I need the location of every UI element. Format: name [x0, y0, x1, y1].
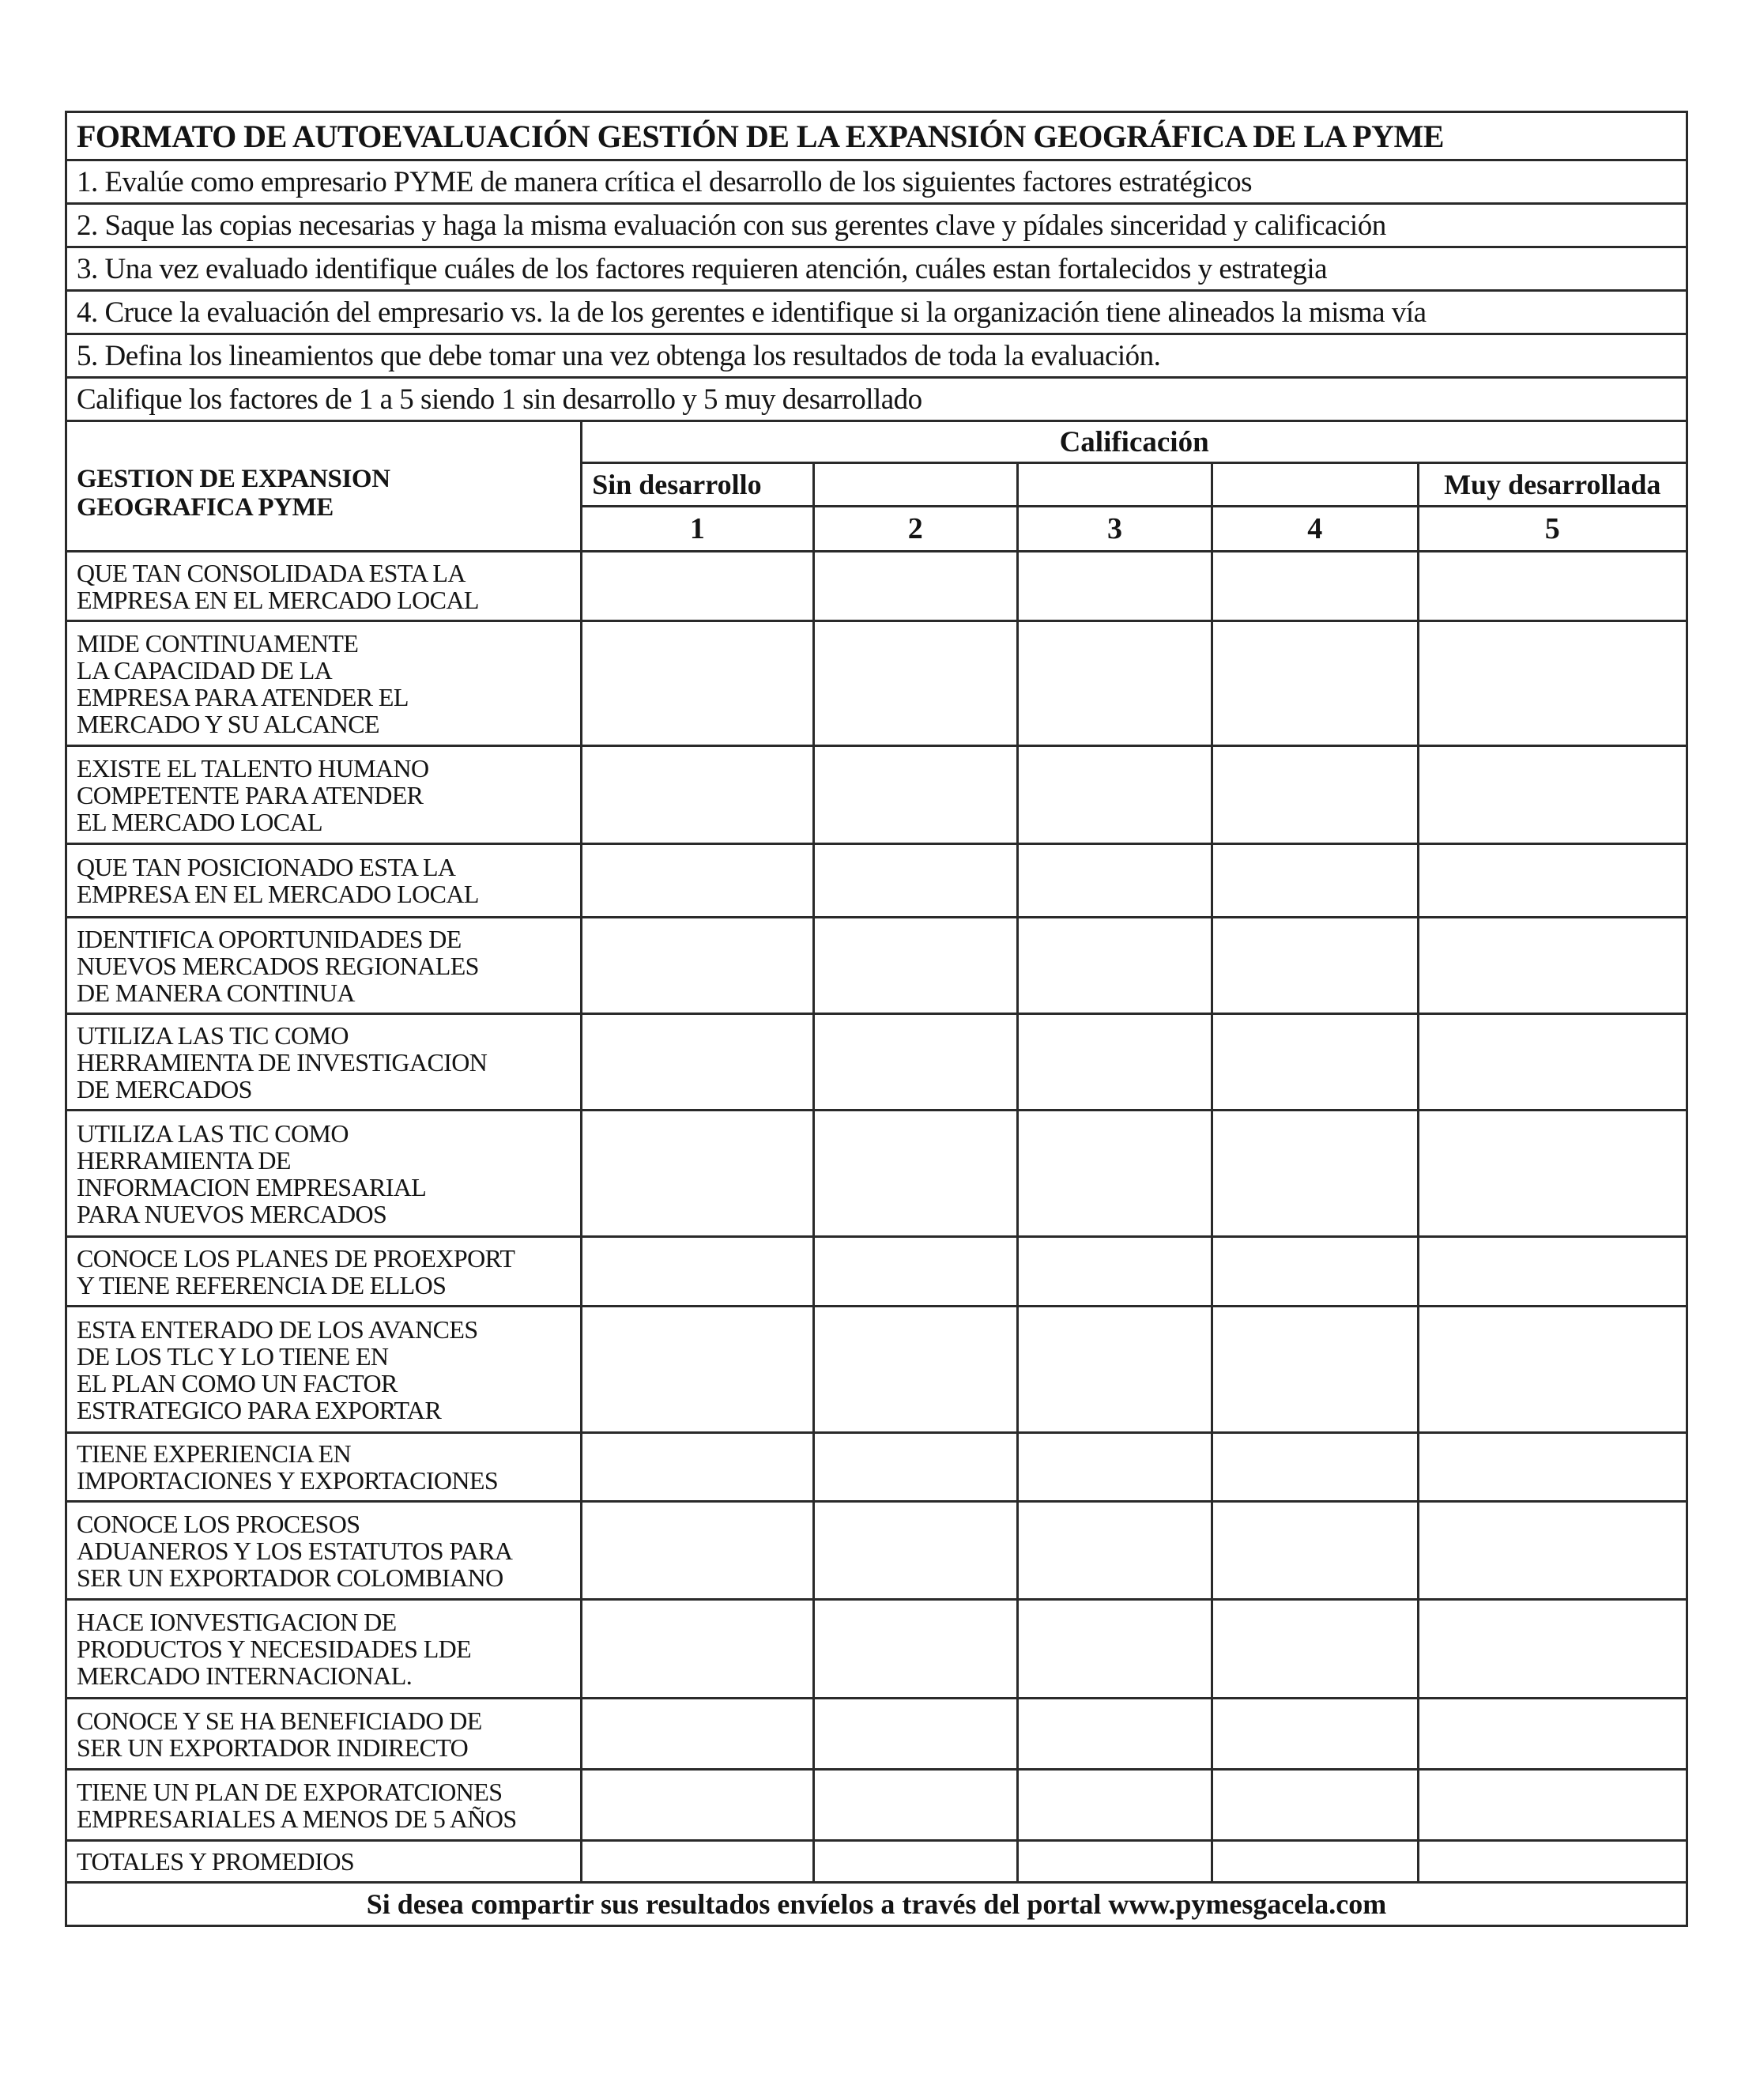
factor-label-line: EXISTE EL TALENTO HUMANO: [77, 753, 429, 783]
instruction-1: 1. Evalúe como empresario PYME de manera crítica el desarrollo de los siguientes factores estratégicos: [66, 160, 1687, 204]
totals-label: TOTALES Y PROMEDIOS: [66, 1841, 582, 1883]
factor-label: [66, 1770, 582, 1841]
factor-label: [66, 1502, 582, 1600]
rating-cell-5[interactable]: [1418, 918, 1687, 1014]
factor-label-line: TIENE EXPERIENCIA EN: [77, 1439, 352, 1468]
rating-cell-1[interactable]: [582, 1502, 813, 1600]
rating-cell-1[interactable]: [582, 1699, 813, 1770]
footer-note: Si desea compartir sus resultados envíelos a través del portal www.pymesgacela.com: [66, 1883, 1687, 1926]
factor-label-line: SER UN EXPORTADOR INDIRECTO: [77, 1733, 469, 1762]
factor-label-line: HERRAMIENTA DE INVESTIGACION: [77, 1047, 488, 1077]
rating-cell-5[interactable]: [1418, 1699, 1687, 1770]
rating-cell-5[interactable]: [1418, 552, 1687, 621]
factor-label-line: HERRAMIENTA DE: [77, 1145, 291, 1175]
factor-row: [66, 1502, 1687, 1600]
rating-cell-1[interactable]: [582, 1111, 813, 1237]
rating-cell-3[interactable]: [1017, 746, 1212, 844]
factor-label: [66, 1237, 582, 1307]
factor-label-line: INFORMACION EMPRESARIAL: [77, 1172, 427, 1201]
factor-label-line: QUE TAN POSICIONADO ESTA LA: [77, 853, 456, 881]
factor-label-line: CONOCE LOS PROCESOS: [77, 1509, 360, 1538]
instruction-3: 3. Una vez evaluado identifique cuáles de los factores requieren atención, cuáles estan fortalecidos y estrategia: [66, 247, 1687, 291]
form-title: FORMATO DE AUTOEVALUACIÓN GESTIÓN DE LA EXPANSIÓN GEOGRÁFICA DE LA PYME: [66, 112, 1687, 160]
scale-number-5: 5: [1418, 507, 1687, 552]
rating-cell-4[interactable]: [1212, 1111, 1418, 1237]
rating-cell-1[interactable]: [582, 1433, 813, 1502]
total-cell-1[interactable]: [582, 1841, 813, 1883]
scale-label-4: [1212, 463, 1418, 507]
factor-label-line: EL MERCADO LOCAL: [77, 807, 322, 836]
rating-cell-2[interactable]: [813, 746, 1017, 844]
rating-cell-2[interactable]: [813, 1600, 1017, 1699]
rating-cell-4[interactable]: [1212, 746, 1418, 844]
total-cell-4[interactable]: [1212, 1841, 1418, 1883]
factor-label-line: ESTRATEGICO PARA EXPORTAR: [77, 1395, 442, 1424]
factor-row: [66, 918, 1687, 1014]
rating-instruction: Califique los factores de 1 a 5 siendo 1 sin desarrollo y 5 muy desarrollado: [66, 378, 1687, 421]
factor-label: [66, 918, 582, 1014]
rating-cell-3[interactable]: [1017, 1111, 1212, 1237]
factor-label-line: DE MERCADOS: [77, 1074, 252, 1103]
factor-label-line: MIDE CONTINUAMENTE: [77, 628, 359, 658]
rating-cell-2[interactable]: [813, 1111, 1017, 1237]
factor-label-line: Y TIENE REFERENCIA DE ELLOS: [77, 1270, 447, 1299]
factor-label: [66, 1699, 582, 1770]
rating-cell-5[interactable]: [1418, 1014, 1687, 1111]
factor-label-line: LA CAPACIDAD DE LA: [77, 655, 333, 684]
rating-cell-4[interactable]: [1212, 918, 1418, 1014]
factor-label-line: IMPORTACIONES Y EXPORTACIONES: [77, 1466, 499, 1495]
rating-cell-5[interactable]: [1418, 1237, 1687, 1307]
rating-cell-5[interactable]: [1418, 621, 1687, 746]
factor-label-line: CONOCE Y SE HA BENEFICIADO DE: [77, 1706, 482, 1735]
rating-cell-2[interactable]: [813, 1237, 1017, 1307]
rating-cell-3[interactable]: [1017, 552, 1212, 621]
rating-cell-3[interactable]: [1017, 1699, 1212, 1770]
self-assessment-form: [65, 111, 1688, 1927]
rating-cell-2[interactable]: [813, 844, 1017, 918]
factor-row: [66, 1699, 1687, 1770]
rating-cell-2[interactable]: [813, 1433, 1017, 1502]
factor-label-line: SER UN EXPORTADOR COLOMBIANO: [77, 1563, 503, 1592]
factor-label-line: EMPRESARIALES A MENOS DE 5 AÑOS: [77, 1804, 517, 1833]
scale-number-3: 3: [1017, 507, 1212, 552]
factor-row: [66, 1433, 1687, 1502]
rating-cell-2[interactable]: [813, 1770, 1017, 1841]
rating-cell-3[interactable]: [1017, 1014, 1212, 1111]
instruction-2: 2. Saque las copias necesarias y haga la misma evaluación con sus gerentes clave y pídales sinceridad y calificación: [66, 204, 1687, 247]
scale-number-4: 4: [1212, 507, 1418, 552]
rating-cell-3[interactable]: [1017, 1600, 1212, 1699]
rating-cell-1[interactable]: [582, 1600, 813, 1699]
factor-column-header: [66, 421, 582, 552]
rating-cell-5[interactable]: [1418, 1433, 1687, 1502]
rating-cell-3[interactable]: [1017, 1433, 1212, 1502]
rating-cell-2[interactable]: [813, 918, 1017, 1014]
rating-cell-2[interactable]: [813, 552, 1017, 621]
factor-row: [66, 621, 1687, 746]
factor-label: [66, 1014, 582, 1111]
rating-cell-3[interactable]: [1017, 621, 1212, 746]
factor-label: [66, 746, 582, 844]
instruction-4: 4. Cruce la evaluación del empresario vs. la de los gerentes e identifique si la organización tiene alineados la misma vía: [66, 291, 1687, 334]
scale-label-2: [813, 463, 1017, 507]
rating-cell-1[interactable]: [582, 918, 813, 1014]
factor-label: [66, 552, 582, 621]
factor-label-line: HACE IONVESTIGACION DE: [77, 1608, 397, 1636]
rating-cell-1[interactable]: [582, 746, 813, 844]
factor-label-line: CONOCE LOS PLANES DE PROEXPORT: [77, 1243, 515, 1273]
factor-label: [66, 1433, 582, 1502]
factor-label-line: DE MANERA CONTINUA: [77, 978, 355, 1007]
factor-label-line: EMPRESA EN EL MERCADO LOCAL: [77, 585, 479, 614]
factor-label: [66, 1307, 582, 1433]
rating-cell-5[interactable]: [1418, 1307, 1687, 1433]
factor-label-line: PRODUCTOS Y NECESIDADES LDE: [77, 1635, 472, 1663]
totals-row: [66, 1841, 1687, 1883]
scale-label-3: [1017, 463, 1212, 507]
rating-cell-2[interactable]: [813, 1699, 1017, 1770]
factor-label-line: PARA NUEVOS MERCADOS: [77, 1199, 387, 1228]
scale-high-label: Muy desarrollada: [1418, 463, 1687, 507]
rating-cell-5[interactable]: [1418, 1770, 1687, 1841]
factor-label-line: COMPETENTE PARA ATENDER: [77, 780, 424, 809]
factor-label-line: EMPRESA EN EL MERCADO LOCAL: [77, 880, 479, 908]
rating-cell-4[interactable]: [1212, 1600, 1418, 1699]
factor-label-line: IDENTIFICA OPORTUNIDADES DE: [77, 924, 462, 953]
rating-cell-4[interactable]: [1212, 1699, 1418, 1770]
factor-row: [66, 1307, 1687, 1433]
total-cell-3[interactable]: [1017, 1841, 1212, 1883]
factor-label: [66, 1111, 582, 1237]
rating-cell-5[interactable]: [1418, 1600, 1687, 1699]
factor-label-line: EMPRESA PARA ATENDER EL: [77, 682, 409, 711]
rating-cell-5[interactable]: [1418, 1502, 1687, 1600]
rating-cell-4[interactable]: [1212, 1433, 1418, 1502]
rating-cell-1[interactable]: [582, 1014, 813, 1111]
factor-row: [66, 1111, 1687, 1237]
rating-cell-1[interactable]: [582, 552, 813, 621]
rating-cell-5[interactable]: [1418, 746, 1687, 844]
scale-number-2: 2: [813, 507, 1017, 552]
factor-label-line: QUE TAN CONSOLIDADA ESTA LA: [77, 558, 466, 587]
factor-row: [66, 1770, 1687, 1841]
factor-row: [66, 1014, 1687, 1111]
rating-cell-3[interactable]: [1017, 844, 1212, 918]
factor-header-line-2: GEOGRAFICA PYME: [77, 493, 334, 522]
instruction-5: 5. Defina los lineamientos que debe tomar una vez obtenga los resultados de toda la evaluación.: [66, 334, 1687, 378]
rating-cell-5[interactable]: [1418, 1111, 1687, 1237]
factor-label: [66, 844, 582, 918]
rating-cell-3[interactable]: [1017, 1502, 1212, 1600]
factor-rows: [66, 552, 1687, 1841]
rating-cell-4[interactable]: [1212, 1237, 1418, 1307]
rating-cell-1[interactable]: [582, 621, 813, 746]
rating-cell-4[interactable]: [1212, 621, 1418, 746]
factor-label-line: UTILIZA LAS TIC COMO: [77, 1020, 349, 1050]
factor-row: [66, 552, 1687, 621]
rating-cell-3[interactable]: [1017, 1307, 1212, 1433]
rating-cell-3[interactable]: [1017, 1237, 1212, 1307]
factor-label-line: UTILIZA LAS TIC COMO: [77, 1118, 349, 1148]
rating-cell-5[interactable]: [1418, 844, 1687, 918]
factor-label-line: MERCADO INTERNACIONAL.: [77, 1661, 413, 1690]
rating-cell-3[interactable]: [1017, 1770, 1212, 1841]
rating-cell-4[interactable]: [1212, 1502, 1418, 1600]
factor-header-line-1: GESTION DE EXPANSION: [77, 465, 390, 493]
factor-label-line: NUEVOS MERCADOS REGIONALES: [77, 951, 479, 980]
factor-label: [66, 621, 582, 746]
factor-label-line: TIENE UN PLAN DE EXPORATCIONES: [77, 1777, 503, 1806]
rating-cell-1[interactable]: [582, 1307, 813, 1433]
scale-low-label: Sin desarrollo: [582, 463, 813, 507]
form-header-table: [65, 111, 1688, 422]
rating-cell-2[interactable]: [813, 1307, 1017, 1433]
rating-cell-1[interactable]: [582, 1237, 813, 1307]
scale-number-1: 1: [582, 507, 813, 552]
rating-cell-4[interactable]: [1212, 1770, 1418, 1841]
rating-table: [65, 420, 1688, 1927]
rating-cell-2[interactable]: [813, 1502, 1017, 1600]
factor-label-line: MERCADO Y SU ALCANCE: [77, 709, 380, 738]
factor-label-line: ADUANEROS Y LOS ESTATUTOS PARA: [77, 1536, 513, 1565]
rating-cell-2[interactable]: [813, 621, 1017, 746]
rating-cell-2[interactable]: [813, 1014, 1017, 1111]
total-cell-2[interactable]: [813, 1841, 1017, 1883]
rating-cell-4[interactable]: [1212, 1014, 1418, 1111]
rating-cell-1[interactable]: [582, 1770, 813, 1841]
factor-label-line: EL PLAN COMO UN FACTOR: [77, 1368, 398, 1397]
factor-row: [66, 1237, 1687, 1307]
factor-label-line: DE LOS TLC Y LO TIENE EN: [77, 1341, 389, 1371]
rating-cell-4[interactable]: [1212, 1307, 1418, 1433]
rating-cell-3[interactable]: [1017, 918, 1212, 1014]
factor-label: [66, 1600, 582, 1699]
factor-row: [66, 844, 1687, 918]
factor-row: [66, 746, 1687, 844]
factor-row: [66, 1600, 1687, 1699]
factor-label-line: ESTA ENTERADO DE LOS AVANCES: [77, 1314, 478, 1344]
rating-cell-1[interactable]: [582, 844, 813, 918]
rating-cell-4[interactable]: [1212, 844, 1418, 918]
total-cell-5[interactable]: [1418, 1841, 1687, 1883]
rating-group-header: Calificación: [582, 421, 1687, 463]
rating-cell-4[interactable]: [1212, 552, 1418, 621]
